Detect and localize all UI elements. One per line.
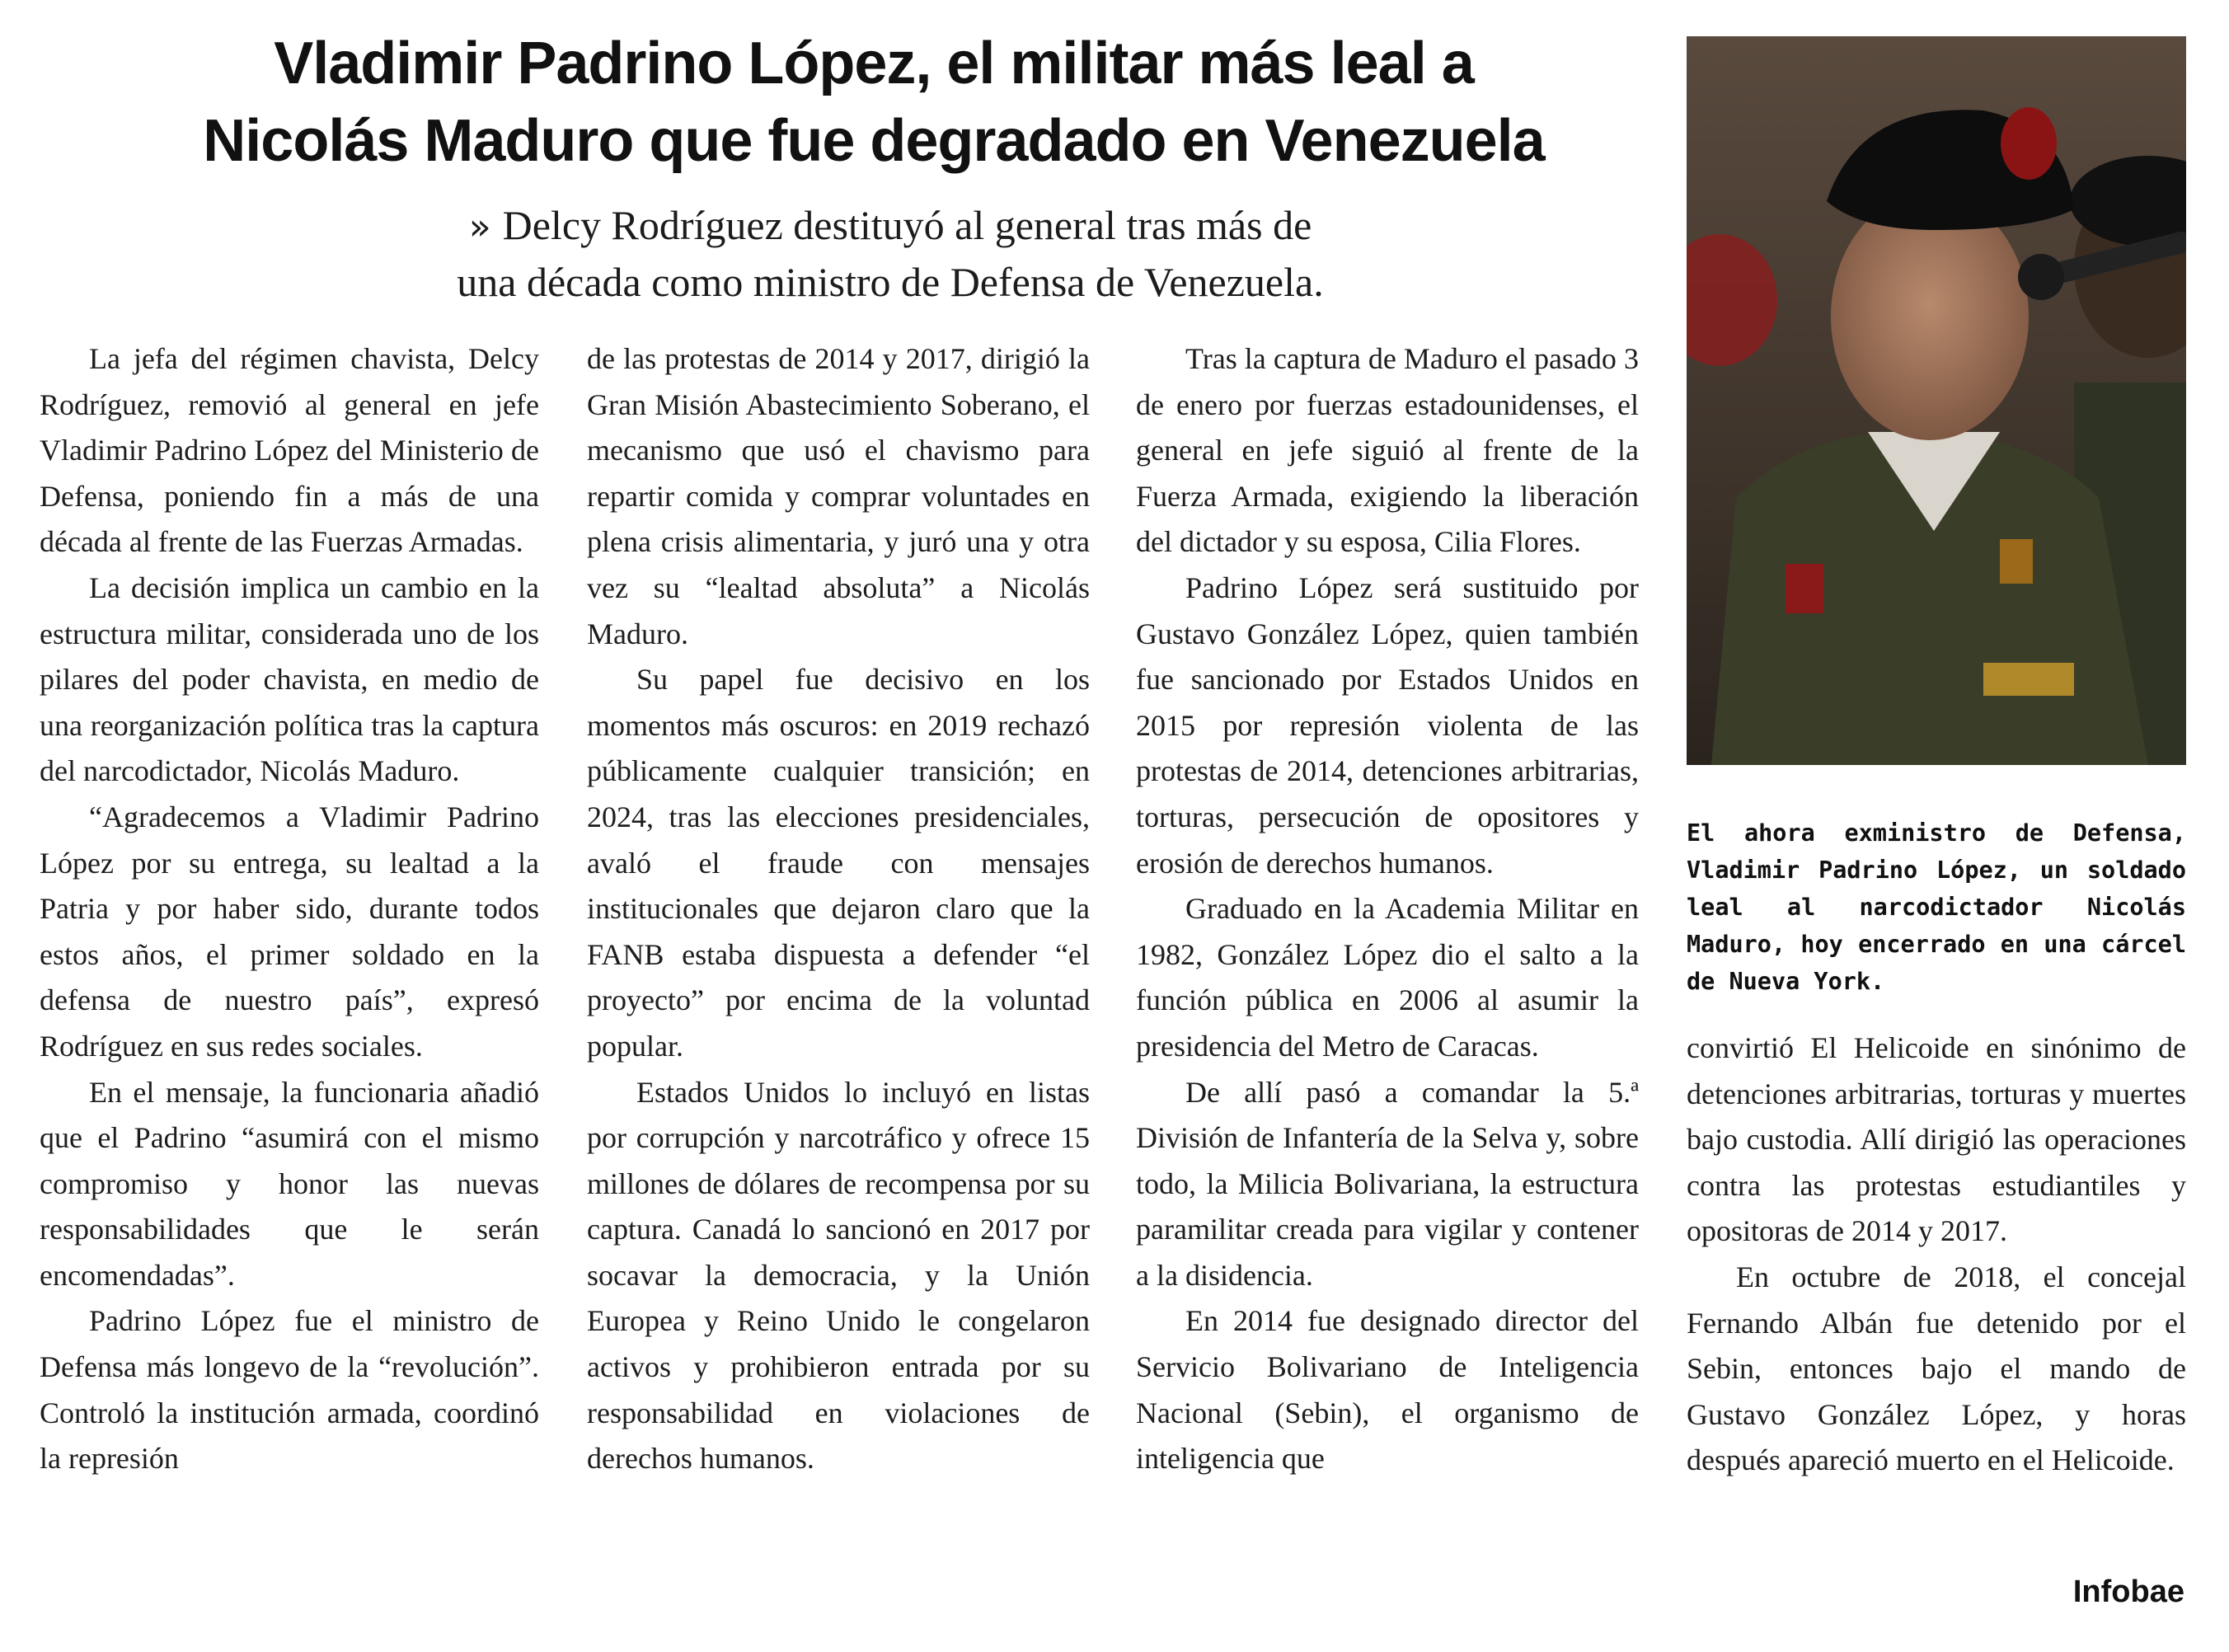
headline-line-1: Vladimir Padrino López, el militar más leal a — [274, 31, 1474, 96]
headline — [99, 25, 1649, 180]
paragraph-continued: convirtió El Helicoide en sinónimo de detenciones arbitrarias, torturas y muertes bajo custodia. Allí dirigió las operaciones contra las protestas estudiantiles y opositoras de 2014 y 2017. — [1687, 1031, 2186, 1248]
double-chevron-right-icon: » — [468, 206, 491, 248]
subheadline-line-1: Delcy Rodríguez destituyó al general tras más de — [502, 202, 1312, 248]
paragraph: De allí pasó a comandar la 5.ª División de Infantería de la Selva y, sobre todo, la Milicia Bolivariana, la estructura paramilitar creada para vigilar y contener a la disidencia. — [1136, 1075, 1639, 1292]
subheadline-line-1-wrap — [181, 198, 1599, 255]
paragraph: En 2014 fue designado director del Servicio Bolivariano de Inteligencia Nacional (Sebin), el organismo de inteligencia que — [1136, 1304, 1639, 1476]
paragraph: Padrino López será sustituido por Gustavo González López, quien también fue sancionado por Estados Unidos en 2015 por represión violenta de las protestas de 2014, detenciones arbitrarias, torturas, persecución de opositores y erosión de derechos humanos. — [1136, 570, 1639, 880]
paragraph: Su papel fue decisivo en los momentos más oscuros: en 2019 rechazó públicamente cualquier transición; en 2024, tras las elecciones presidenciales, avaló el fraude con mensajes institucionales que dejaron claro que la FANB estaba dispuesta a defender “el proyecto” por encima de la voluntad popular. — [587, 663, 1090, 1063]
paragraph: Tras la captura de Maduro el pasado 3 de enero por fuerzas estadounidenses, el general en jefe siguió al frente de la Fuerza Armada, exigiendo la liberación del dictador y su esposa, Cilia Flores. — [1136, 342, 1639, 559]
paragraph: Estados Unidos lo incluyó en listas por corrupción y narcotráfico y ofrece 15 millones de dólares de recompensa por su captura. Canadá lo sancionó en 2017 por socavar la democracia, y la Unión Europea y Reino Unido le congelaron activos y prohibieron entrada por su responsabilidad en violaciones de derechos humanos. — [587, 1075, 1090, 1476]
paragraph: Graduado en la Academia Militar en 1982, González López dio el salto a la función pública en 2006 al asumir la presidencia del Metro de Caracas. — [1136, 892, 1639, 1063]
article-column-2 — [587, 336, 1090, 1631]
headline-line-2: Nicolás Maduro que fue degradado en Venezuela — [203, 108, 1545, 174]
article-photo — [1687, 36, 2186, 765]
paragraph: La decisión implica un cambio en la estructura militar, considerada uno de los pilares del poder chavista, en medio de una reorganización política tras la captura del narcodictador, Nicolás Maduro. — [40, 570, 539, 788]
source-credit: Infobae — [2072, 1575, 2184, 1609]
paragraph: Padrino López fue el ministro de Defensa más longevo de la “revolución”. Controló la institución armada, coordinó la represión — [40, 1304, 539, 1476]
subheadline — [181, 198, 1599, 309]
paragraph: “Agradecemos a Vladimir Padrino López por su entrega, su lealtad a la Patria y por haber sido, durante todos estos años, el primer soldado en la defensa de nuestro país”, expresó Rodríguez en sus redes sociales. — [40, 800, 539, 1063]
subheadline-line-2: una década como ministro de Defensa de Venezuela. — [457, 259, 1324, 305]
paragraph: La jefa del régimen chavista, Delcy Rodríguez, removió al general en jefe Vladimir Padrino López del Ministerio de Defensa, poniendo fin a más de una década al frente de las Fuerzas Armadas. — [40, 342, 539, 559]
paragraph-continued: de las protestas de 2014 y 2017, dirigió la Gran Misión Abastecimiento Soberano, el mecanismo que usó el chavismo para repartir comida y comprar voluntades en plena crisis alimentaria, y juró una y otra vez su “lealtad absoluta” a Nicolás Maduro. — [587, 342, 1090, 650]
paragraph: En el mensaje, la funcionaria añadió que el Padrino “asumirá con el mismo compromiso y honor las nuevas responsabilidades que le serán encomendadas”. — [40, 1075, 539, 1292]
article-column-1 — [40, 336, 539, 1631]
paragraph: En octubre de 2018, el concejal Fernando Albán fue detenido por el Sebin, entonces bajo el mando de Gustavo González López, y horas después apareció muerto en el Helicoide. — [1687, 1260, 2186, 1477]
article-column-3 — [1136, 336, 1639, 1631]
photo-caption: El ahora exministro de Defensa, Vladimir Padrino López, un soldado leal al narcodictador Nicolás Maduro, hoy encerrado en una cárcel de Nueva York. — [1687, 819, 2186, 995]
article-column-4 — [1687, 1025, 2186, 1603]
